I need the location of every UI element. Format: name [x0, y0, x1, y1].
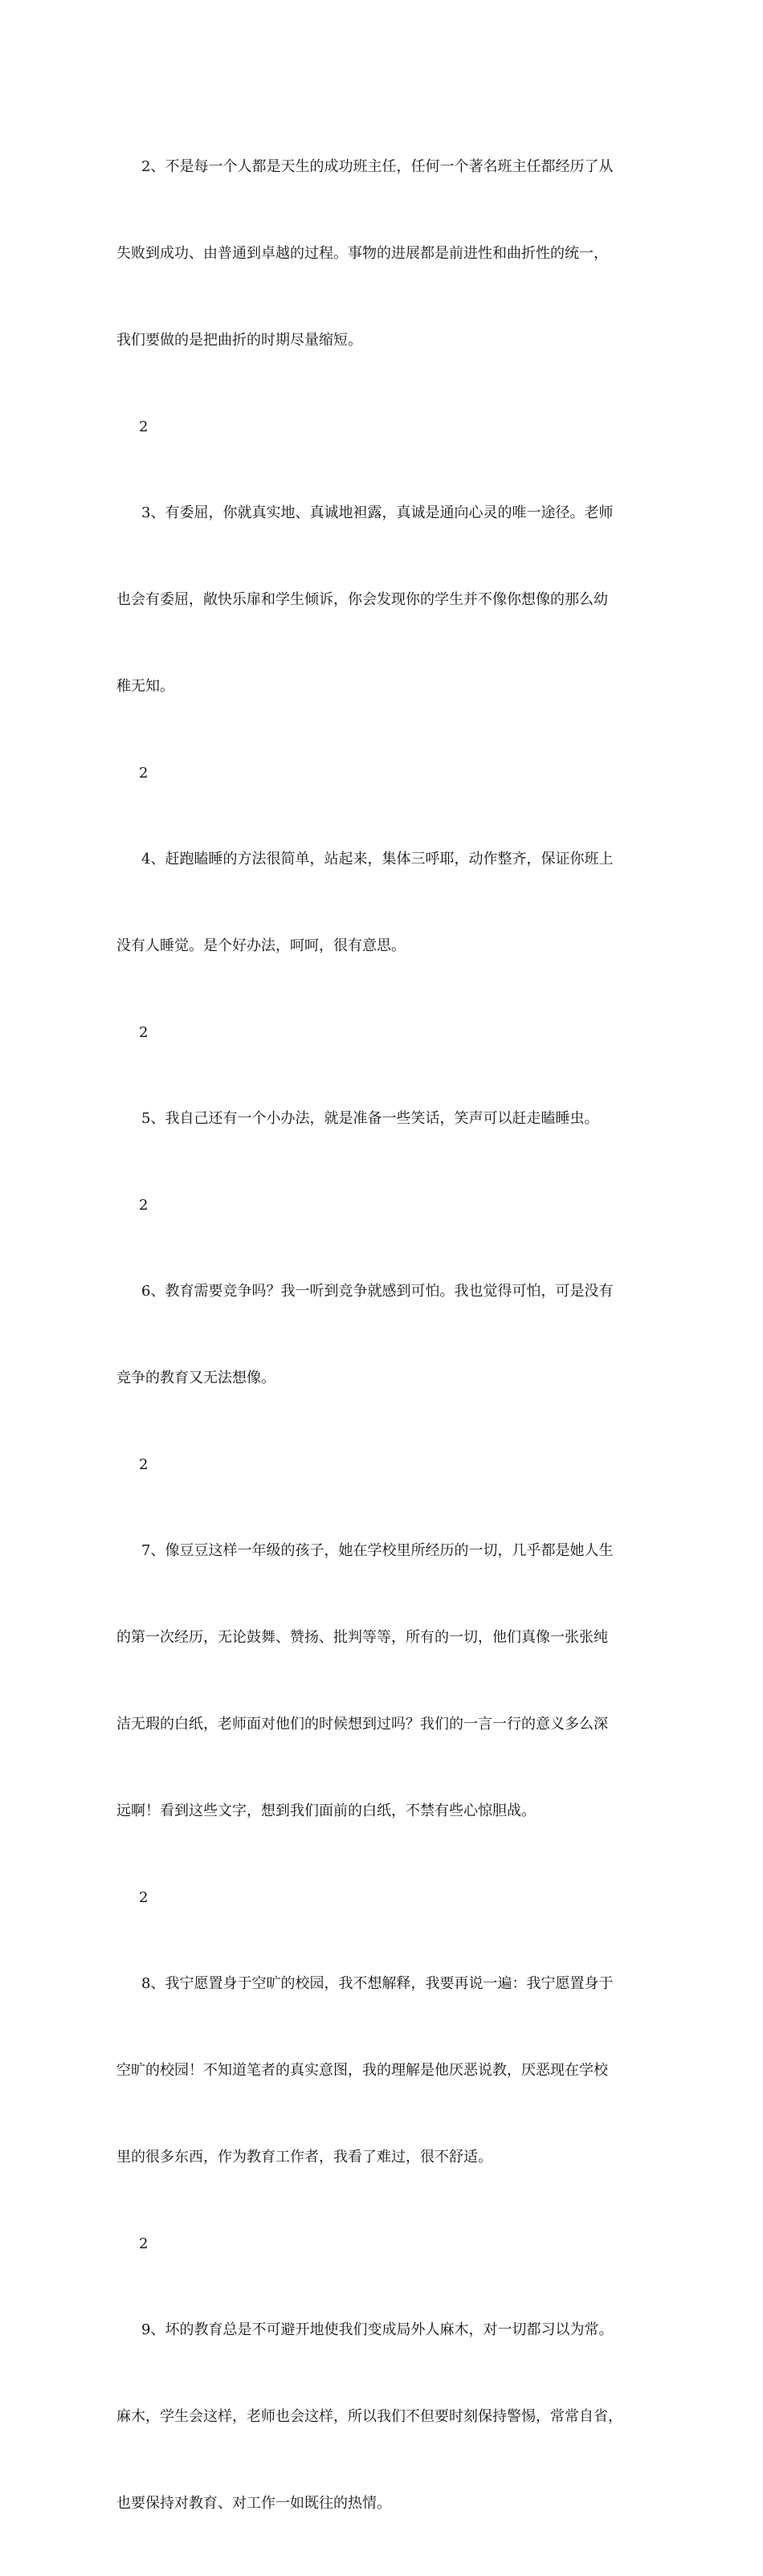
paragraph-line: 洁无瑕的白纸，老师面对他们的时候想到过吗？我们的一言一行的意义多么深	[116, 1716, 608, 1733]
paragraph-2	[116, 95, 651, 413]
paragraph-line: 竞争的教育又无法想像。	[116, 1370, 275, 1386]
paragraph-line: 2、不是每一个人都是天生的成功班主任，任何一个著名班主任都经历了从	[141, 158, 614, 175]
paragraph-line: 里的很多东西，作为教育工作者，我看了难过，很不舒适。	[116, 2149, 492, 2166]
section-marker: 2	[139, 418, 149, 435]
paragraph-line: 也要保持对教育、对工作一如既往的热情。	[116, 2495, 391, 2512]
paragraph-line: 的第一次经历，无论鼓舞、赞扬、批判等等，所有的一切，他们真像一张张纯	[116, 1629, 608, 1646]
section-marker: 2	[139, 2235, 149, 2252]
paragraph-8	[116, 1912, 651, 2230]
paragraph-line: 稚无知。	[116, 678, 174, 695]
paragraph-line: 麻木，学生会这样，老师也会这样，所以我们不但要时刻保持警惕，常常自省，	[116, 2408, 622, 2425]
section-marker: 2	[139, 765, 149, 782]
paragraph-line: 也会有委屈，敞快乐扉和学生倾诉，你会发现你的学生并不像你想像的那么幼	[116, 591, 608, 608]
paragraph-7	[116, 1479, 651, 1884]
section-marker: 2	[139, 1889, 149, 1906]
paragraph-line: 远啊！看到这些文字，想到我们面前的白纸，不禁有些心惊胆战。	[116, 1802, 536, 1819]
section-marker: 2	[139, 1024, 149, 1041]
paragraph-line: 7、像豆豆这样一年级的孩子，她在学校里所经历的一切，几乎都是她人生	[141, 1542, 614, 1559]
paragraph-line: 我们要做的是把曲折的时期尽量缩短。	[116, 332, 362, 349]
paragraph-line: 5、我自己还有一个小办法，就是准备一些笑话，笑声可以赶走瞌睡虫。	[141, 1110, 599, 1127]
paragraph-9	[116, 2258, 651, 2576]
paragraph-line: 3、有委屈，你就真实地、真诚地袒露，真诚是通向心灵的唯一途径。老师	[141, 504, 614, 521]
paragraph-line: 9、坏的教育总是不可避开地使我们变成局外人麻木，对一切都习以为常。	[141, 2321, 614, 2338]
paragraph-3	[116, 441, 651, 759]
paragraph-line: 4、赶跑瞌睡的方法很简单，站起来，集体三呼耶，动作整齐，保证你班上	[141, 851, 614, 868]
paragraph-4	[116, 787, 651, 1019]
paragraph-5	[116, 1047, 651, 1191]
document-body	[116, 95, 651, 2576]
paragraph-line: 失败到成功、由普通到卓越的过程。事物的进展都是前进性和曲折性的统一，	[116, 245, 608, 262]
section-marker: 2	[139, 1197, 149, 1214]
section-marker: 2	[139, 1456, 149, 1473]
paragraph-line: 8、我宁愿置身于空旷的校园，我不想解释，我要再说一遍：我宁愿置身于	[141, 1975, 614, 1992]
paragraph-line: 空旷的校园！不知道笔者的真实意图，我的理解是他厌恶说教，厌恶现在学校	[116, 2062, 608, 2079]
paragraph-line: 6、教育需要竞争吗？我一听到竞争就感到可怕。我也觉得可怕，可是没有	[141, 1283, 614, 1300]
paragraph-line: 没有人睡觉。是个好办法，呵呵，很有意思。	[116, 937, 406, 954]
paragraph-6	[116, 1219, 651, 1451]
